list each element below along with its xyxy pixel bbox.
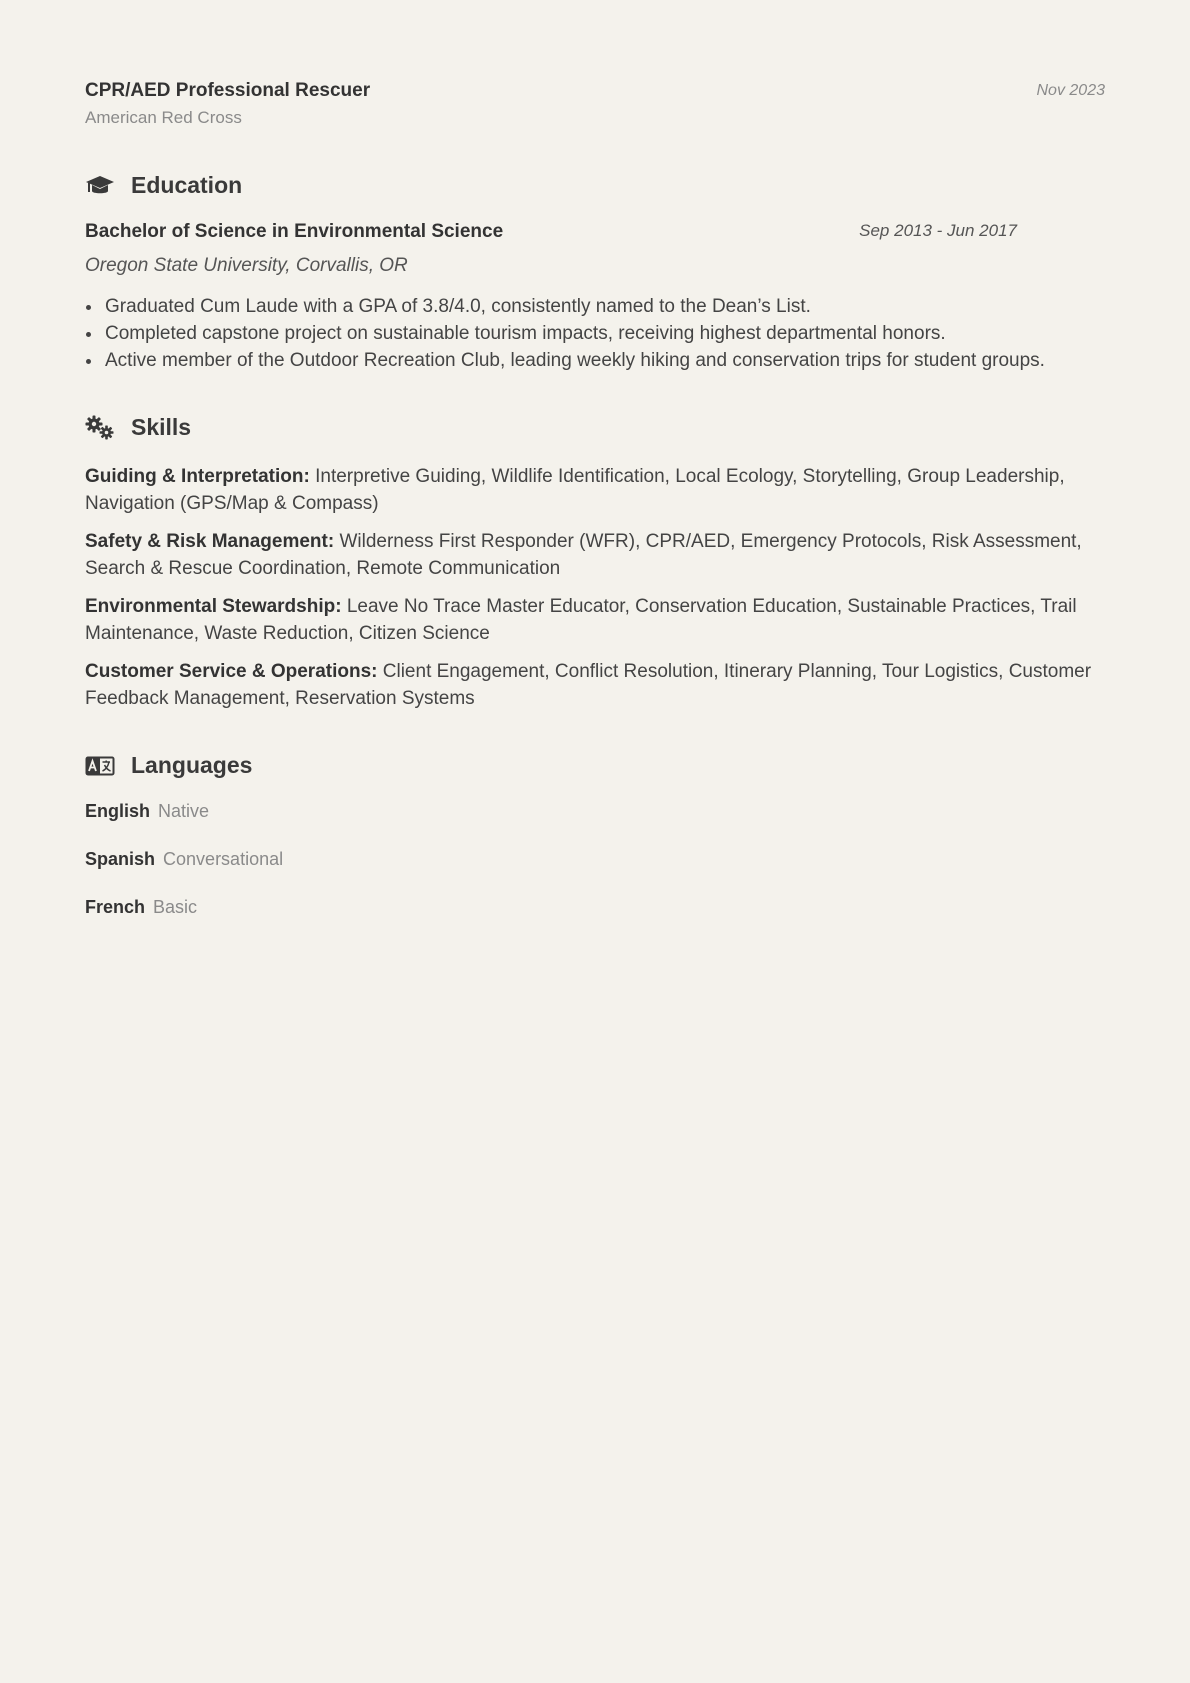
language-name: Spanish bbox=[85, 849, 156, 869]
languages-list bbox=[85, 801, 1105, 918]
skill-items: Client Engagement, Conflict Resolution, Itinerary Planning, Tour Logistics, Customer Feedback Management, Reservation Systems bbox=[85, 661, 1092, 709]
degree-title: Bachelor of Science in Environmental Science bbox=[85, 221, 504, 242]
skills-title: Skills bbox=[131, 414, 192, 440]
language-name: French bbox=[85, 897, 146, 917]
skill-row bbox=[85, 463, 1105, 517]
education-entry bbox=[85, 221, 1105, 374]
skill-category: Guiding & Interpretation: bbox=[85, 466, 310, 487]
language-level: Conversational bbox=[163, 849, 284, 869]
skill-category: Customer Service & Operations: bbox=[85, 661, 378, 682]
language-row bbox=[85, 897, 1105, 918]
certification-date: Nov 2023 bbox=[1036, 82, 1105, 99]
education-title: Education bbox=[131, 172, 243, 198]
language-row bbox=[85, 849, 1105, 870]
language-row bbox=[85, 801, 1105, 822]
language-icon bbox=[85, 753, 115, 779]
skills-list bbox=[85, 463, 1105, 712]
gears-icon bbox=[85, 415, 115, 441]
language-level: Native bbox=[158, 801, 210, 821]
skill-row bbox=[85, 593, 1105, 647]
skill-items: Leave No Trace Master Educator, Conservation Education, Sustainable Practices, Trail Maintenance, Waste Reduction, Citizen Science bbox=[85, 596, 1077, 644]
certification-entry bbox=[85, 80, 1105, 132]
graduation-cap-icon bbox=[85, 173, 115, 199]
education-heading bbox=[85, 172, 1105, 199]
education-dates: Sep 2013 - Jun 2017 bbox=[859, 221, 1017, 240]
skill-row bbox=[85, 658, 1105, 712]
skill-items: Interpretive Guiding, Wildlife Identification, Local Ecology, Storytelling, Group Leadership, Navigation (GPS/Map & Compass) bbox=[85, 466, 1065, 514]
skill-row bbox=[85, 528, 1105, 582]
school-name: Oregon State University, Corvallis, OR bbox=[85, 255, 408, 276]
languages-title: Languages bbox=[131, 752, 253, 778]
education-bullets bbox=[85, 293, 1105, 374]
education-bullet: • Graduated Cum Laude with a GPA of 3.8/4.0, consistently named to the Dean’s List. bbox=[103, 293, 1105, 320]
education-bullet: • Active member of the Outdoor Recreation Club, leading weekly hiking and conservation trips for student groups. bbox=[103, 347, 1105, 374]
certification-issuer: American Red Cross bbox=[85, 108, 242, 127]
education-bullet: • Completed capstone project on sustainable tourism impacts, receiving highest departmental honors. bbox=[103, 320, 1105, 347]
resume-content bbox=[85, 80, 1105, 945]
languages-heading bbox=[85, 752, 1105, 779]
skill-category: Safety & Risk Management: bbox=[85, 531, 335, 552]
skills-heading bbox=[85, 414, 1105, 441]
certification-name: CPR/AED Professional Rescuer bbox=[85, 80, 371, 101]
skill-items: Wilderness First Responder (WFR), CPR/AED, Emergency Protocols, Risk Assessment, Search & Rescue Coordination, Remote Communication bbox=[85, 531, 1082, 579]
language-name: English bbox=[85, 801, 151, 821]
language-level: Basic bbox=[153, 897, 198, 917]
skill-category: Environmental Stewardship: bbox=[85, 596, 342, 617]
